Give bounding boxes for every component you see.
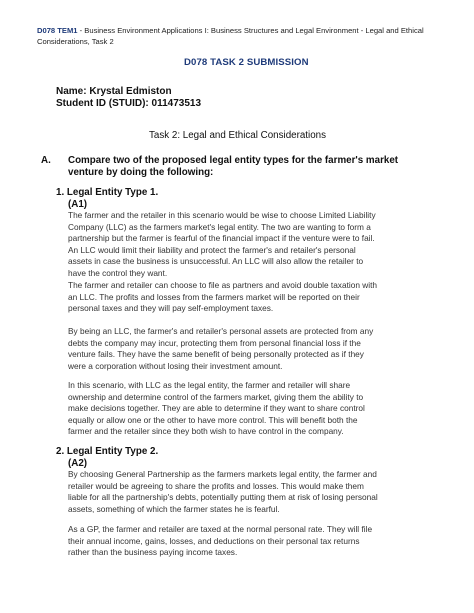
header-course-title: - Business Environment Applications I: Business Structures and Legal Environment - Legal and Ethical <box>77 26 424 35</box>
text-line: retailer would be agreeing to share the profits and losses. This would make them <box>68 480 364 491</box>
document-title: D078 TASK 2 SUBMISSION <box>184 57 309 68</box>
student-name: Name: Krystal Edmiston <box>56 86 172 97</box>
entity-2-label: (A2) <box>68 458 88 469</box>
section-a-prompt-line-1: Compare two of the proposed legal entity types for the farmer's market <box>68 155 399 166</box>
entity-1-paragraph-2 <box>68 280 377 315</box>
text-line: assets in case the business is unsuccessful. An LLC will also allow the retailer to <box>68 256 364 267</box>
entity-1-heading: 1. Legal Entity Type 1. <box>56 187 159 198</box>
task-heading: Task 2: Legal and Ethical Considerations <box>149 130 326 141</box>
running-header-line-1 <box>37 26 424 36</box>
text-line: The farmer and retailer can choose to file as partners and avoid double taxation with <box>68 280 378 290</box>
text-line: venture fails. They have the same benefit of being personally protected as if they <box>68 349 364 360</box>
running-header-line-2: Considerations, Task 2 <box>37 37 114 46</box>
text-line: have the control they want. <box>68 267 168 278</box>
text-line: By choosing General Partnership as the farmers markets legal entity, the farmer and <box>68 469 377 479</box>
text-line: The farmer and the retailer in this scenario would be wise to choose Limited Liability <box>68 210 376 220</box>
text-line: assets, something of which the farmer states he is fearful. <box>68 503 280 514</box>
entity-1-paragraph-4 <box>68 380 365 438</box>
entity-2-heading: 2. Legal Entity Type 2. <box>56 446 159 457</box>
text-line: An LLC would limit their liability and protect the farmer's and retailer's personal <box>68 244 356 255</box>
entity-1-paragraph-3 <box>68 326 373 372</box>
entity-2-paragraph-1 <box>68 469 378 515</box>
text-line: In this scenario, with LLC as the legal entity, the farmer and retailer will share <box>68 380 351 390</box>
text-line: were a corporation without losing their investment amount. <box>68 360 283 371</box>
section-a-prompt-line-2: venture by doing the following: <box>68 167 214 178</box>
entity-2-paragraph-2 <box>68 524 372 559</box>
entity-1-label: (A1) <box>68 199 88 210</box>
text-line: As a GP, the farmer and retailer are taxed at the normal personal rate. They will file <box>68 524 373 534</box>
text-line: debts the company may incur, protecting them from personal financial loss if the <box>68 337 361 348</box>
student-id: Student ID (STUID): 011473513 <box>56 98 202 109</box>
text-line: farmer and the retailer since they both wish to have control in the company. <box>68 426 344 437</box>
text-line: Company (LLC) as the farmers market's legal entity. The two are wanting to form a <box>68 221 371 232</box>
text-line: liable for all the partnership's debts, potentially putting them at risk of losing personal <box>68 492 378 503</box>
section-a-marker: A. <box>41 155 51 166</box>
text-line: ownership and determine control of the farmers market, giving them the ability to <box>68 391 364 402</box>
text-line: personal taxes and they will pay self-employment taxes. <box>68 303 274 314</box>
entity-1-paragraph-1 <box>68 210 376 280</box>
text-line: their annual income, gains, losses, and deductions on their personal tax returns <box>68 535 360 546</box>
text-line: By being an LLC, the farmer's and retailer's personal assets are protected from any <box>68 326 374 336</box>
text-line: make decisions together. They are able to determine if they want to share control <box>68 403 365 414</box>
text-line: equally or allow one or the other to have more control. This will benefit both the <box>68 414 358 425</box>
text-line: partnership but the farmer is fearful of the financial impact if the venture were to fail. <box>68 233 375 244</box>
text-line: rather than the business paying income taxes. <box>68 547 238 558</box>
course-code: D078 TEM1 <box>37 26 78 35</box>
text-line: an LLC. The profits and losses from the farmers market will be reported on their <box>68 291 360 302</box>
